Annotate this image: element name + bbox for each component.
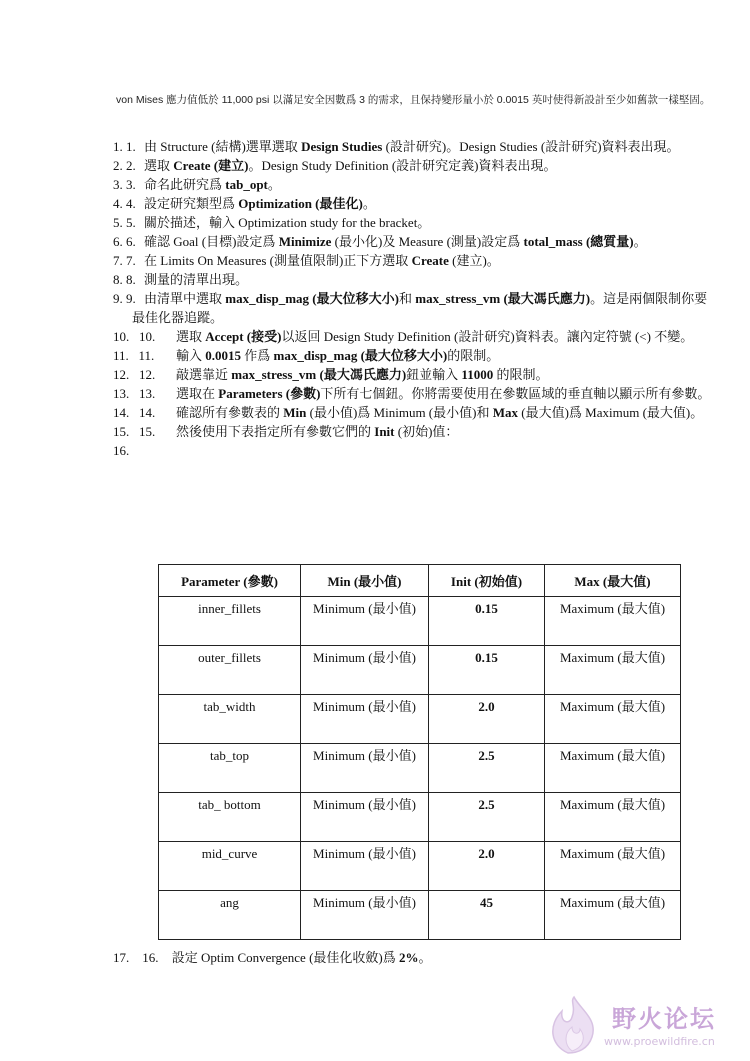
step-bold-term: max_stress_vm (最大馮氏應力) (231, 367, 407, 382)
list-item (113, 137, 713, 156)
step-bold-term: Create (建立) (173, 158, 249, 173)
step-list (113, 137, 713, 458)
step-number: 16. (113, 443, 130, 458)
step-text-segment: 下所有七個鈕。你將需要使用在參數區域的垂直軸以顯示所有參數。 (320, 386, 711, 401)
table-cell-param: inner_fillets (159, 597, 301, 646)
forum-watermark (540, 995, 740, 1055)
step-bold-term: Init (374, 424, 395, 439)
header-bold: Parameter (參數) (181, 574, 278, 589)
step-text-segment: 由清單中選取 (144, 291, 226, 306)
step-text-segment: 選取 (176, 329, 206, 344)
step-text (113, 403, 713, 422)
table-cell-min: Minimum (最小值) (301, 842, 429, 891)
table-cell-max: Maximum (最大值) (545, 891, 681, 940)
step-bold-term: Min (283, 405, 307, 420)
step-text-segment: 關於描述，輸入 Optimization study for the bracket。 (144, 215, 431, 230)
table-cell-init: 2.5 (429, 744, 545, 793)
step-number: 13. 13. (113, 386, 156, 401)
step-text (113, 232, 713, 251)
header-bold: Init (450, 574, 472, 589)
step-bold-term: Accept (接受) (205, 329, 282, 344)
table-cell-param: tab_top (159, 744, 301, 793)
table-cell-init: 0.15 (429, 597, 545, 646)
table-cell-max: Maximum (最大值) (545, 744, 681, 793)
step-text-segment: 測量的清單出現。 (144, 272, 249, 287)
flame-logo-icon (540, 995, 610, 1055)
table-row (159, 695, 681, 744)
final-step-number: 17. 16. (113, 950, 159, 965)
step-bold-term: max_disp_mag (最大位移大小) (273, 348, 448, 363)
intro-paragraph: von Mises 應力值低於 11,000 psi 以滿足安全因數爲 3 的需求，且保持變形量小於 0.0015 英吋使得新設計至少如舊款一樣堅固。 (116, 94, 711, 106)
final-step-text: 設定 Optim Convergence (最佳化收斂)爲 (171, 950, 399, 965)
step-text-segment: 。 (267, 177, 281, 192)
table-row (159, 842, 681, 891)
step-number: 11. 11. (113, 348, 155, 363)
step-text-segment: 敲選靠近 (176, 367, 232, 382)
step-number: 15. 15. (113, 424, 156, 439)
table-cell-param: tab_ bottom (159, 793, 301, 842)
list-item (113, 213, 713, 232)
step-number: 8. 8. (113, 272, 136, 287)
step-bold-term: Max (492, 405, 518, 420)
step-number: 12. 12. (113, 367, 156, 382)
step-number: 5. 5. (113, 215, 136, 230)
table-cell-init: 2.5 (429, 793, 545, 842)
table-header-cell (545, 565, 681, 597)
step-bold-term: 11000 (461, 367, 494, 382)
table-cell-init: 2.0 (429, 695, 545, 744)
list-item (113, 156, 713, 175)
step-text (113, 422, 713, 441)
list-item (113, 289, 713, 327)
list-item (113, 403, 713, 422)
step-text (113, 194, 713, 213)
list-item (113, 270, 713, 289)
step-text (113, 251, 713, 270)
step-number: 10. 10. (113, 329, 156, 344)
list-item (113, 194, 713, 213)
step-text (113, 289, 713, 327)
step-text (113, 365, 713, 384)
table-row (159, 793, 681, 842)
step-number: 1. 1. (113, 139, 136, 154)
final-step (113, 948, 432, 967)
step-text-segment: 確認所有參數表的 (176, 405, 284, 420)
table-cell-param: mid_curve (159, 842, 301, 891)
table-cell-min: Minimum (最小值) (301, 597, 429, 646)
step-text-segment: 。 (362, 196, 376, 211)
table-row (159, 646, 681, 695)
list-item (113, 346, 713, 365)
step-text-segment: 。 (633, 234, 647, 249)
step-bold-term: Optimization (最佳化) (238, 196, 363, 211)
list-item (113, 251, 713, 270)
table-cell-min: Minimum (最小值) (301, 744, 429, 793)
step-bold-term: Parameters (參數) (218, 386, 321, 401)
step-text-segment: 選取在 (176, 386, 219, 401)
step-number: 2. 2. (113, 158, 136, 173)
table-cell-min: Minimum (最小值) (301, 646, 429, 695)
step-text (113, 327, 713, 346)
watermark-title: 野火论坛 (612, 1005, 716, 1033)
table-cell-param: tab_width (159, 695, 301, 744)
final-step-bold: 2% (398, 950, 419, 965)
step-text-segment: 輸入 (176, 348, 206, 363)
step-text-segment: 在 Limits On Measures (測量值限制)正下方選取 (144, 253, 412, 268)
step-number: 4. 4. (113, 196, 136, 211)
step-text-segment: 的限制。 (447, 348, 500, 363)
step-text (113, 213, 713, 232)
step-text (113, 270, 713, 289)
step-text-segment: 確認 Goal (目標)設定爲 (144, 234, 279, 249)
table-row (159, 597, 681, 646)
table-header-row (159, 565, 681, 597)
table-cell-max: Maximum (最大值) (545, 597, 681, 646)
table-row (159, 744, 681, 793)
step-text-segment: 設定研究類型爲 (144, 196, 239, 211)
table-cell-max: Maximum (最大值) (545, 695, 681, 744)
step-number: 3. 3. (113, 177, 136, 192)
list-item (113, 327, 713, 346)
step-text-segment: 。Design Study Definition (設計研究定義)資料表出現。 (248, 158, 557, 173)
step-number: 9. 9. (113, 291, 136, 306)
list-item (113, 384, 713, 403)
step-text (113, 156, 713, 175)
final-step-tail: 。 (418, 950, 432, 965)
header-rest: (最大值) (599, 574, 651, 589)
step-text-segment: 和 (398, 291, 416, 306)
table-cell-min: Minimum (最小值) (301, 793, 429, 842)
step-text-segment: 然後使用下表指定所有參數它們的 (176, 424, 375, 439)
step-text-segment: (最大值)爲 Maximum (最大值)。 (518, 405, 704, 420)
table-cell-max: Maximum (最大值) (545, 646, 681, 695)
table-cell-init: 45 (429, 891, 545, 940)
step-text-segment: 。這是兩個限制你要最佳化器追蹤。 (132, 291, 708, 325)
step-text (113, 137, 713, 156)
step-text-segment: (最小化)及 Measure (測量)設定爲 (331, 234, 524, 249)
step-text-segment: 鈕並輸入 (406, 367, 462, 382)
table-header-cell (301, 565, 429, 597)
step-bold-term: Create (411, 253, 449, 268)
table-cell-init: 2.0 (429, 842, 545, 891)
step-bold-term: max_stress_vm (最大馮氏應力) (415, 291, 591, 306)
step-text-segment: 命名此研究爲 (144, 177, 226, 192)
table-cell-param: outer_fillets (159, 646, 301, 695)
step-text (113, 175, 713, 194)
step-number: 6. 6. (113, 234, 136, 249)
table-cell-min: Minimum (最小值) (301, 891, 429, 940)
step-text-segment: 的限制。 (493, 367, 549, 382)
step-text (113, 346, 713, 365)
header-rest: (最小值) (350, 574, 402, 589)
header-rest: (初始值) (471, 574, 523, 589)
list-item (113, 422, 713, 441)
header-bold: Max (574, 574, 600, 589)
table-header-cell (159, 565, 301, 597)
step-number: 7. 7. (113, 253, 136, 268)
list-item (113, 175, 713, 194)
step-text-segment: (最小值)爲 Minimum (最小值)和 (306, 405, 493, 420)
step-bold-term: tab_opt (225, 177, 268, 192)
step-bold-term: Minimize (278, 234, 332, 249)
table-cell-init: 0.15 (429, 646, 545, 695)
step-text-segment: 作爲 (241, 348, 274, 363)
parameter-table (158, 564, 681, 940)
step-bold-term: total_mass (總質量) (523, 234, 634, 249)
step-bold-term: 0.0015 (205, 348, 242, 363)
table-body (159, 597, 681, 940)
step-text-segment: 以返回 Design Study Definition (設計研究)資料表。讓內定符號 (<) 不變。 (281, 329, 694, 344)
step-text-segment: 由 Structure (結構)選單選取 (144, 139, 302, 154)
step-text-segment: 選取 (144, 158, 174, 173)
list-item (113, 365, 713, 384)
header-bold: Min (327, 574, 351, 589)
table-header-cell (429, 565, 545, 597)
step-text-segment: (初始)值： (394, 424, 459, 439)
step-number: 14. 14. (113, 405, 156, 420)
step-bold-term: Design Studies (301, 139, 383, 154)
list-item (113, 232, 713, 251)
step-text (113, 384, 713, 403)
table-row (159, 891, 681, 940)
step-text-segment: (設計研究)。Design Studies (設計研究)資料表出現。 (382, 139, 680, 154)
table-cell-param: ang (159, 891, 301, 940)
watermark-url: www.proewildfire.cn (604, 1035, 715, 1048)
table-cell-max: Maximum (最大值) (545, 842, 681, 891)
step-text-segment: (建立)。 (448, 253, 500, 268)
table-cell-min: Minimum (最小值) (301, 695, 429, 744)
step-bold-term: max_disp_mag (最大位移大小) (225, 291, 399, 306)
table-cell-max: Maximum (最大值) (545, 793, 681, 842)
